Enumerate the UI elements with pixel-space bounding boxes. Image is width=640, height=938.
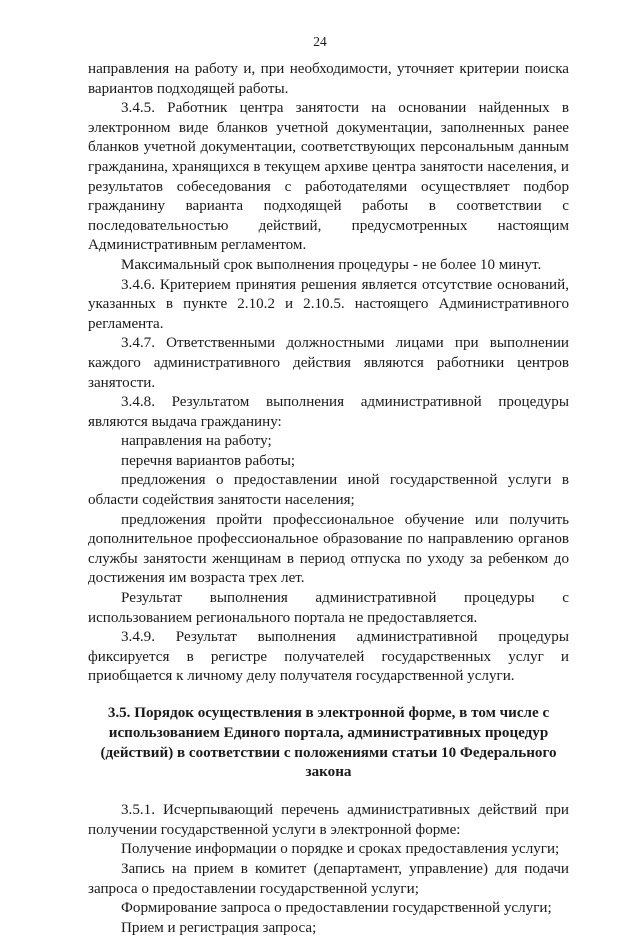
- paragraph: 3.4.5. Работник центра занятости на основании найденных в электронном виде бланков учетной документации, заполненных ранее бланков учетной документации, соответствующих персональным данным гражданина, хранящихся в текущем архиве центра занятости населения, и результатов собеседования с работодателями осуществляет подбор гражданину варианта подходящей работы в соответствии с последовательностью действий, предусмотренных настоящим Административным регламентом.: [88, 100, 569, 254]
- paragraph: 3.4.6. Критерием принятия решения является отсутствие оснований, указанных в пункте 2.10.2 и 2.10.5. настоящего Административного регламента.: [88, 276, 569, 332]
- paragraph: Прием и регистрация запроса;: [121, 919, 317, 936]
- paragraph: Запись на прием в комитет (департамент, управление) для подачи запроса о предоставлении государственной услуги;: [88, 860, 569, 897]
- paragraph: перечня вариантов работы;: [121, 452, 296, 469]
- section-heading: [88, 704, 569, 783]
- paragraph: направления на работу;: [121, 433, 272, 450]
- paragraphs-before-heading: [88, 60, 569, 687]
- paragraph: Получение информации о порядке и сроках предоставления услуги;: [121, 841, 560, 858]
- paragraph: 3.4.9. Результат выполнения административной процедуры фиксируется в регистре получателей государственных услуг и приобщается к личному делу получателя государственной услуги.: [88, 629, 569, 685]
- page-number: 24: [313, 34, 327, 49]
- paragraph: предложения о предоставлении иной государственной услуги в области содействия занятости населения;: [88, 472, 569, 509]
- section-heading-line: использованием Единого портала, административных процедур: [108, 724, 549, 741]
- paragraph: направления на работу и, при необходимости, уточняет критерии поиска вариантов подходящей работы.: [88, 61, 569, 97]
- paragraph: 3.5.1. Исчерпывающий перечень административных действий при получении государственной услуги в электронной форме:: [88, 802, 569, 838]
- section-heading-line: закона: [305, 764, 352, 781]
- paragraph: 3.4.7. Ответственными должностными лицами при выполнении каждого административного действия являются работники центров занятости.: [88, 335, 569, 391]
- section-heading-line: (действий) в соответствии с положениями статьи 10 Федерального: [100, 744, 557, 761]
- paragraphs-after-heading: [88, 801, 569, 938]
- paragraph: предложения пройти профессиональное обучение или получить дополнительное профессиональное образование по направлению органов службы занятости женщинам в период отпуска по уходу за ребенком до достижения им возраста трех лет.: [88, 511, 569, 587]
- section-heading-line: 3.5. Порядок осуществления в электронной форме, в том числе с: [107, 705, 550, 721]
- paragraph: Формирование запроса о предоставлении государственной услуги;: [121, 900, 552, 917]
- paragraph: Максимальный срок выполнения процедуры - не более 10 минут.: [121, 256, 542, 273]
- paragraph: Результат выполнения административной процедуры с использованием регионального портала не предоставляется.: [88, 590, 569, 626]
- paragraph: 3.4.8. Результатом выполнения административной процедуры являются выдача гражданину:: [88, 394, 569, 430]
- body-text: [88, 60, 569, 938]
